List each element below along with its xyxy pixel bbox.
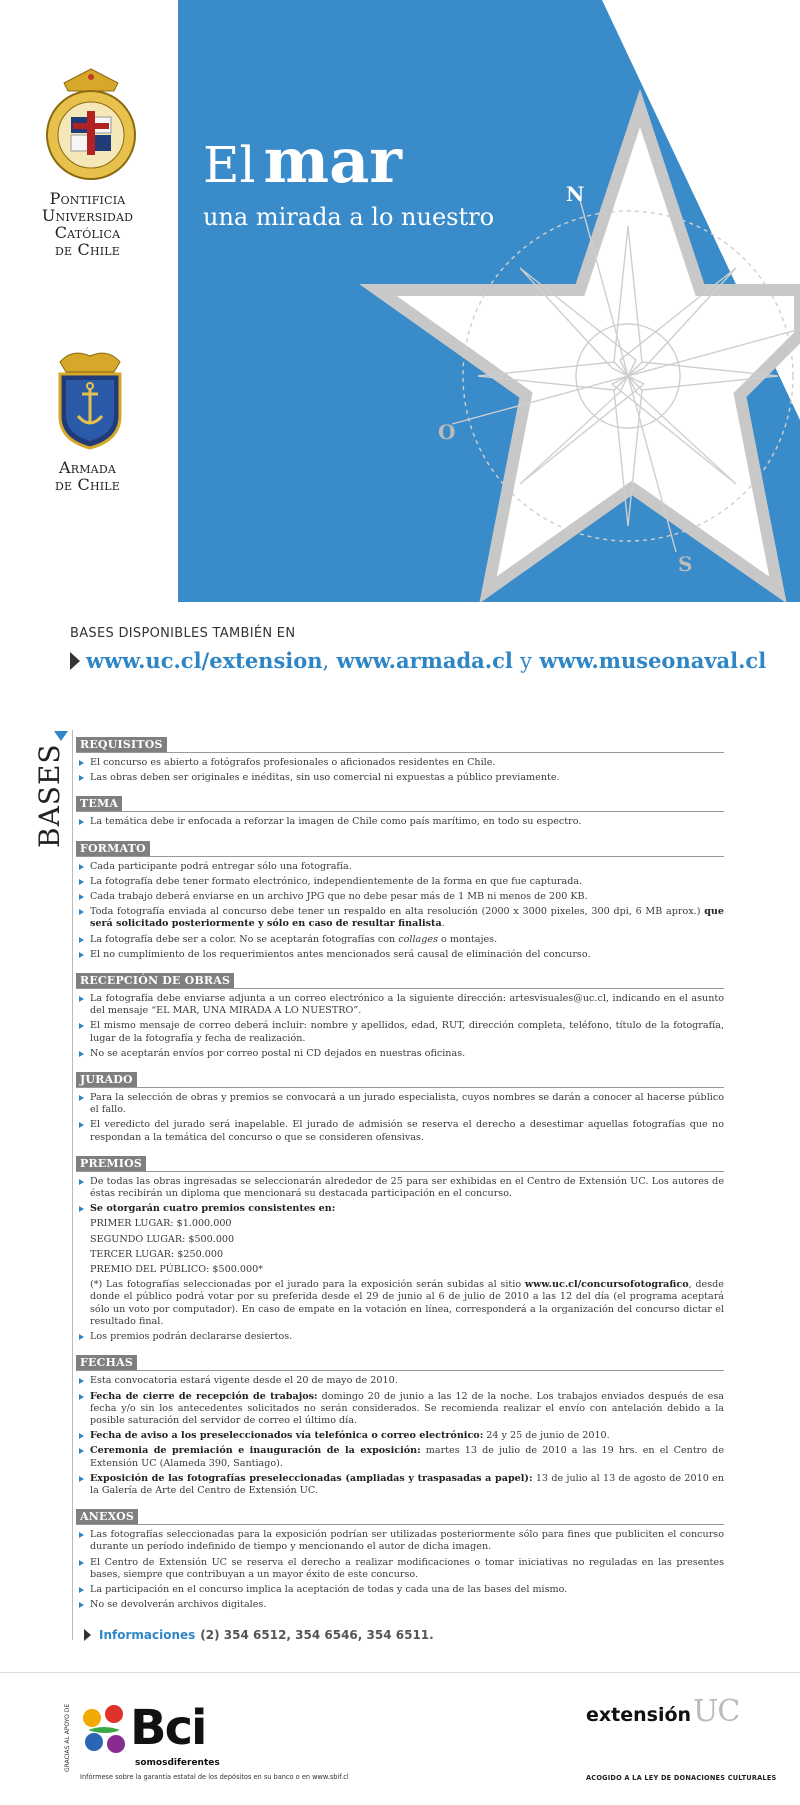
arrow-right-icon [84,1629,91,1641]
list-item [76,1445,724,1469]
list-item: Los premios podrán declararse desiertos. [76,1331,724,1343]
gracias-label: GRACIAS AL APOYO DE [64,1703,71,1772]
arrow-right-icon [70,652,80,670]
compass-south: S [678,552,693,576]
section-rule [76,752,724,753]
item-italic: collages [398,933,438,945]
triangle-down-icon [54,731,68,741]
section-rule [76,988,724,989]
section-title: TEMA [76,796,122,811]
bases-content [76,733,724,1619]
extension-word: extensión [586,1704,692,1726]
armada-name-line: Armada [58,458,116,477]
item-text: domingo 20 de junio a las 12 de la noche. Los trabajos enviados después de esa fecha y/o sin los antecedentes solicitados no serán considerados. Se recomienda realizar el envío con antelación debido a la posible saturación del servidor de correo el último día. [90,1390,724,1426]
item-text: 24 y 25 de junio de 2010. [483,1430,610,1442]
prize-line: TERCER LUGAR: $250.000 [90,1248,224,1260]
section-anexos [76,1505,724,1611]
donaciones-label: ACOGIDO A LA LEY DE DONACIONES CULTURALES [586,1774,777,1782]
subtitle: una mirada a lo nuestro [203,203,495,231]
link-museonaval[interactable]: www.museonaval.cl [539,648,767,673]
section-premios [76,1152,724,1343]
section-rule [76,1171,724,1172]
list-item: No se aceptarán envíos por correo postal ni CD dejados en nuestras oficinas. [76,1048,724,1060]
armada-shield-icon [52,346,128,450]
list-item [76,906,724,930]
item-text: . [441,918,445,930]
section-rule [76,1087,724,1088]
list-item: Las obras deben ser originales e inéditas, sin uso comercial ni expuestas a público previamente. [76,772,724,784]
bases-vertical-label: BASES [33,743,66,848]
section-rule [76,1524,724,1525]
list-item [76,1203,724,1215]
list-item: De todas las obras ingresadas se seleccionarán alrededor de 25 para ser exhibidas en el Centro de Extensión UC. Los autores de éstas recibirán un diploma que mencionará su destacada participación en el concurso. [76,1176,724,1200]
list-item: La fotografía debe enviarse adjunta a un correo electrónico a la siguiente dirección: artesvisuales@uc.cl, indicando en el asunto del mensaje “EL MAR, UNA MIRADA A LO NUESTRO”. [76,993,724,1017]
section-jurado [76,1068,724,1144]
uc-seal-icon [44,65,138,183]
compass-west: O [438,420,456,444]
link-uc-extension[interactable]: www.uc.cl/extension [86,648,323,673]
item-bold: Se otorgarán cuatro premios consistentes en: [90,1203,336,1215]
item-bold: Ceremonia de premiación e inauguración de la exposición: [90,1445,421,1457]
list-item: El no cumplimiento de los requerimientos antes mencionados será causal de eliminación del concurso. [76,949,724,961]
footer-divider [0,1672,800,1673]
list-item: Las fotografías seleccionadas para la exposición podrían ser utilizadas posteriormente sólo para fines que publiciten el concurso durante un período indefinido de tiempo y mencionando el autor de dicha imagen. [76,1529,724,1553]
link-armada[interactable]: www.armada.cl [336,648,513,673]
list-item: El mismo mensaje de correo deberá incluir: nombre y apellidos, edad, RUT, dirección completa, teléfono, título de la fotografía, lugar de la fotografía y fecha de realización. [76,1020,724,1044]
section-title: FORMATO [76,841,150,856]
prize-line: SEGUNDO LUGAR: $500.000 [90,1233,235,1245]
list-item: No se devolverán archivos digitales. [76,1599,724,1611]
bases-divider [72,730,73,1640]
armada-name-line: de Chile [54,475,121,494]
list-item: El concurso es abierto a fotógrafos profesionales o aficionados residentes en Chile. [76,757,724,769]
compass-north: N [566,182,585,206]
informaciones [84,1628,434,1642]
item-text: Toda fotografía enviada al concurso debe tener un respaldo en alta resolución (2000 x 3000 pixeles, 300 dpi, 6 MB aprox.) [90,906,705,918]
section-title: PREMIOS [76,1156,146,1171]
section-title: JURADO [76,1072,137,1087]
item-bold: Fecha de aviso a los preseleccionados vía telefónica o correo electrónico: [90,1430,484,1442]
uc-letters: UC [693,1694,740,1729]
item-text: La fotografía debe ser a color. No se aceptarán fotografías con [90,933,399,945]
uc-name-line: Católica [54,223,121,242]
section-rule [76,856,724,857]
section-rule [76,811,724,812]
item-text: o montajes. [438,933,498,945]
section-tema [76,792,724,828]
list-item: La fotografía debe tener formato electrónico, independientemente de la forma en que fue capturada. [76,876,724,888]
url-separator: , [322,648,330,673]
extension-uc-logo [586,1694,739,1729]
section-title: ANEXOS [76,1509,138,1524]
item-bold: Fecha de cierre de recepción de trabajos: [90,1390,318,1402]
list-item [76,1473,724,1497]
list-item: La temática debe ir enfocada a reforzar la imagen de Chile como país marítimo, en todo su espectro. [76,816,724,828]
list-item [76,1391,724,1428]
informaciones-label: Informaciones [99,1628,196,1642]
prize-line: PRIMER LUGAR: $1.000.000 [90,1218,232,1230]
list-item: El Centro de Extensión UC se reserva el derecho a realizar modificaciones o tomar iniciativas no reguladas en las presentes bases, siempre que contribuyan a un mayor éxito de este concurso. [76,1557,724,1581]
section-title: RECEPCIÓN DE OBRAS [76,973,234,988]
section-recepcion [76,969,724,1060]
bci-name: Bci [130,1700,206,1756]
item-bold: Exposición de las fotografías preseleccionadas (ampliadas y traspasadas a papel): [90,1472,533,1484]
section-formato [76,837,724,961]
contest-url[interactable]: www.uc.cl/concursofotografico [524,1279,689,1291]
list-item: El veredicto del jurado será inapelable. El jurado de admisión se reserva el derecho a desestimar aquellas fotografías que no respondan a la temática del concurso o que se consideren ofensivas. [76,1119,724,1143]
item-text: (*) Las fotografías seleccionadas por el jurado para la exposición serán subidas al sitio [90,1279,525,1291]
list-item: La participación en el concurso implica la aceptación de todas y cada una de las bases del mismo. [76,1584,724,1596]
title-mar: mar [263,124,402,197]
list-item: Cada trabajo deberá enviarse en un archivo JPG que no debe pesar más de 1 MB ni menos de 200 KB. [76,891,724,903]
item-text: 13 de julio al 13 de agosto de 2010 en la Galería de Arte del Centro de Extensión UC. [90,1472,724,1496]
url-bar [70,648,766,673]
bci-disclaimer: Infórmese sobre la garantía estatal de los depósitos en su banco o en www.sbif.cl [80,1773,349,1781]
item-text: , desde donde el público podrá votar por su preferida desde el 29 de junio al 6 de julio de 2010 a las 12 del día (el programa aceptará sólo un voto por computador). En caso de empate en la votación en línea, corresponderá a la organización del concurso dictar el resultado final. [90,1279,724,1327]
uc-name [0,190,175,258]
uc-name-line: Pontificia [49,189,126,208]
section-title: REQUISITOS [76,737,167,752]
section-title: FECHAS [76,1355,137,1370]
institution-logos [0,0,175,602]
title-el: El [203,136,256,194]
list-item: Esta convocatoria estará vigente desde el 20 de mayo de 2010. [76,1375,724,1387]
header-banner [0,0,800,602]
section-rule [76,1370,724,1371]
section-requisitos [76,733,724,784]
list-item: Cada participante podrá entregar sólo una fotografía. [76,861,724,873]
bases-available-label: BASES DISPONIBLES TAMBIÉN EN [70,626,296,641]
informaciones-phones: (2) 354 6512, 354 6546, 354 6511. [200,1628,434,1642]
item-text: martes 13 de julio de 2010 a las 19 hrs. en el Centro de Extensión UC (Alameda 390, Santiago). [90,1445,725,1469]
url-separator: y [520,648,533,673]
armada-name [0,459,175,493]
list-item [76,1430,724,1442]
list-item [76,934,724,946]
bci-tagline: somosdiferentes [135,1758,220,1768]
uc-name-line: Universidad [41,206,134,225]
main-title [203,124,402,197]
uc-name-line: de Chile [54,240,121,259]
list-item: Para la selección de obras y premios se convocará a un jurado especialista, cuyos nombres se darán a conocer al hacerse público el fallo. [76,1092,724,1116]
section-fechas [76,1351,724,1497]
prize-line: PREMIO DEL PÚBLICO: $500.000* [90,1264,263,1276]
item-bold: que será solicitado posteriormente y sólo en caso de resultar finalista [90,906,724,930]
prize-note [76,1279,724,1328]
